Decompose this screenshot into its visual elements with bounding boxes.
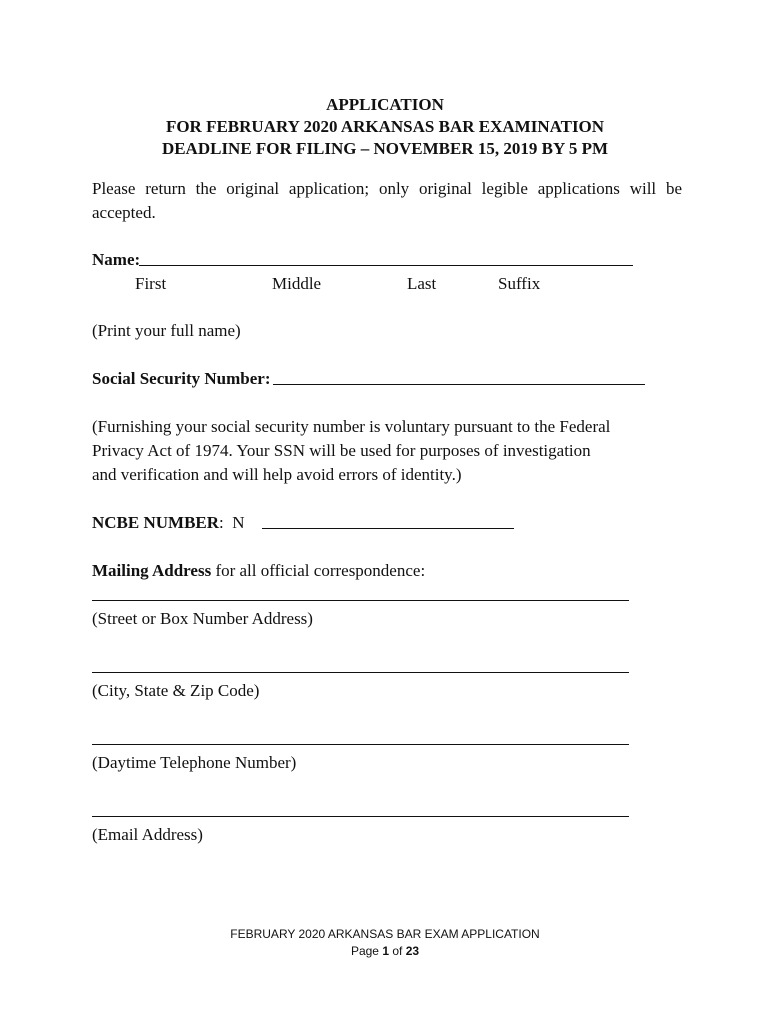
mailing-label: Mailing Address [92, 561, 212, 580]
intro-line-1: Please return the original application; only original legible applications will be [92, 179, 682, 198]
header-line-deadline: DEADLINE FOR FILING – NOVEMBER 15, 2019 BY 5 PM [161, 139, 609, 158]
footer-page-number: 1 [382, 944, 389, 958]
ncbe-input-line[interactable] [262, 528, 514, 529]
ncbe-prefix: N [232, 513, 245, 532]
ncbe-row [92, 512, 245, 534]
mailing-label-rest: for all official correspondence: [211, 561, 426, 580]
street-caption: (Street or Box Number Address) [92, 609, 313, 628]
phone-input-line[interactable] [92, 744, 629, 745]
name-sub-last: Last [407, 274, 437, 293]
header-line-exam: FOR FEBRUARY 2020 ARKANSAS BAR EXAMINATION [165, 117, 605, 136]
ncbe-label: NCBE NUMBER [92, 513, 220, 532]
footer-title: FEBRUARY 2020 ARKANSAS BAR EXAM APPLICATION [230, 927, 540, 941]
name-label: Name: [92, 250, 141, 269]
header-line-application: APPLICATION [326, 95, 444, 114]
footer-page-total: 23 [405, 944, 420, 958]
ssn-note-line-3: and verification and will help avoid errors of identity.) [92, 465, 462, 484]
email-caption: (Email Address) [92, 825, 203, 844]
ssn-note-line-2: Privacy Act of 1974. Your SSN will be used for purposes of investigation [92, 441, 591, 460]
name-sub-first: First [135, 274, 167, 293]
ssn-label: Social Security Number: [92, 369, 271, 388]
street-input-line[interactable] [92, 600, 629, 601]
name-sub-middle: Middle [272, 274, 322, 293]
name-input-line[interactable] [139, 265, 633, 266]
mailing-label-row [92, 560, 425, 582]
email-input-line[interactable] [92, 816, 629, 817]
ncbe-colon: : [219, 513, 224, 532]
name-sub-suffix: Suffix [498, 274, 541, 293]
city-caption: (City, State & Zip Code) [92, 681, 260, 700]
name-note: (Print your full name) [92, 321, 241, 340]
footer-page-word: Page [350, 944, 383, 958]
footer-of-word: of [389, 944, 406, 958]
intro-line-2: accepted. [92, 203, 156, 222]
footer-page [0, 943, 770, 960]
city-input-line[interactable] [92, 672, 629, 673]
ssn-input-line[interactable] [273, 384, 645, 385]
ssn-note-line-1: (Furnishing your social security number is voluntary pursuant to the Federal [92, 417, 611, 436]
phone-caption: (Daytime Telephone Number) [92, 753, 297, 772]
